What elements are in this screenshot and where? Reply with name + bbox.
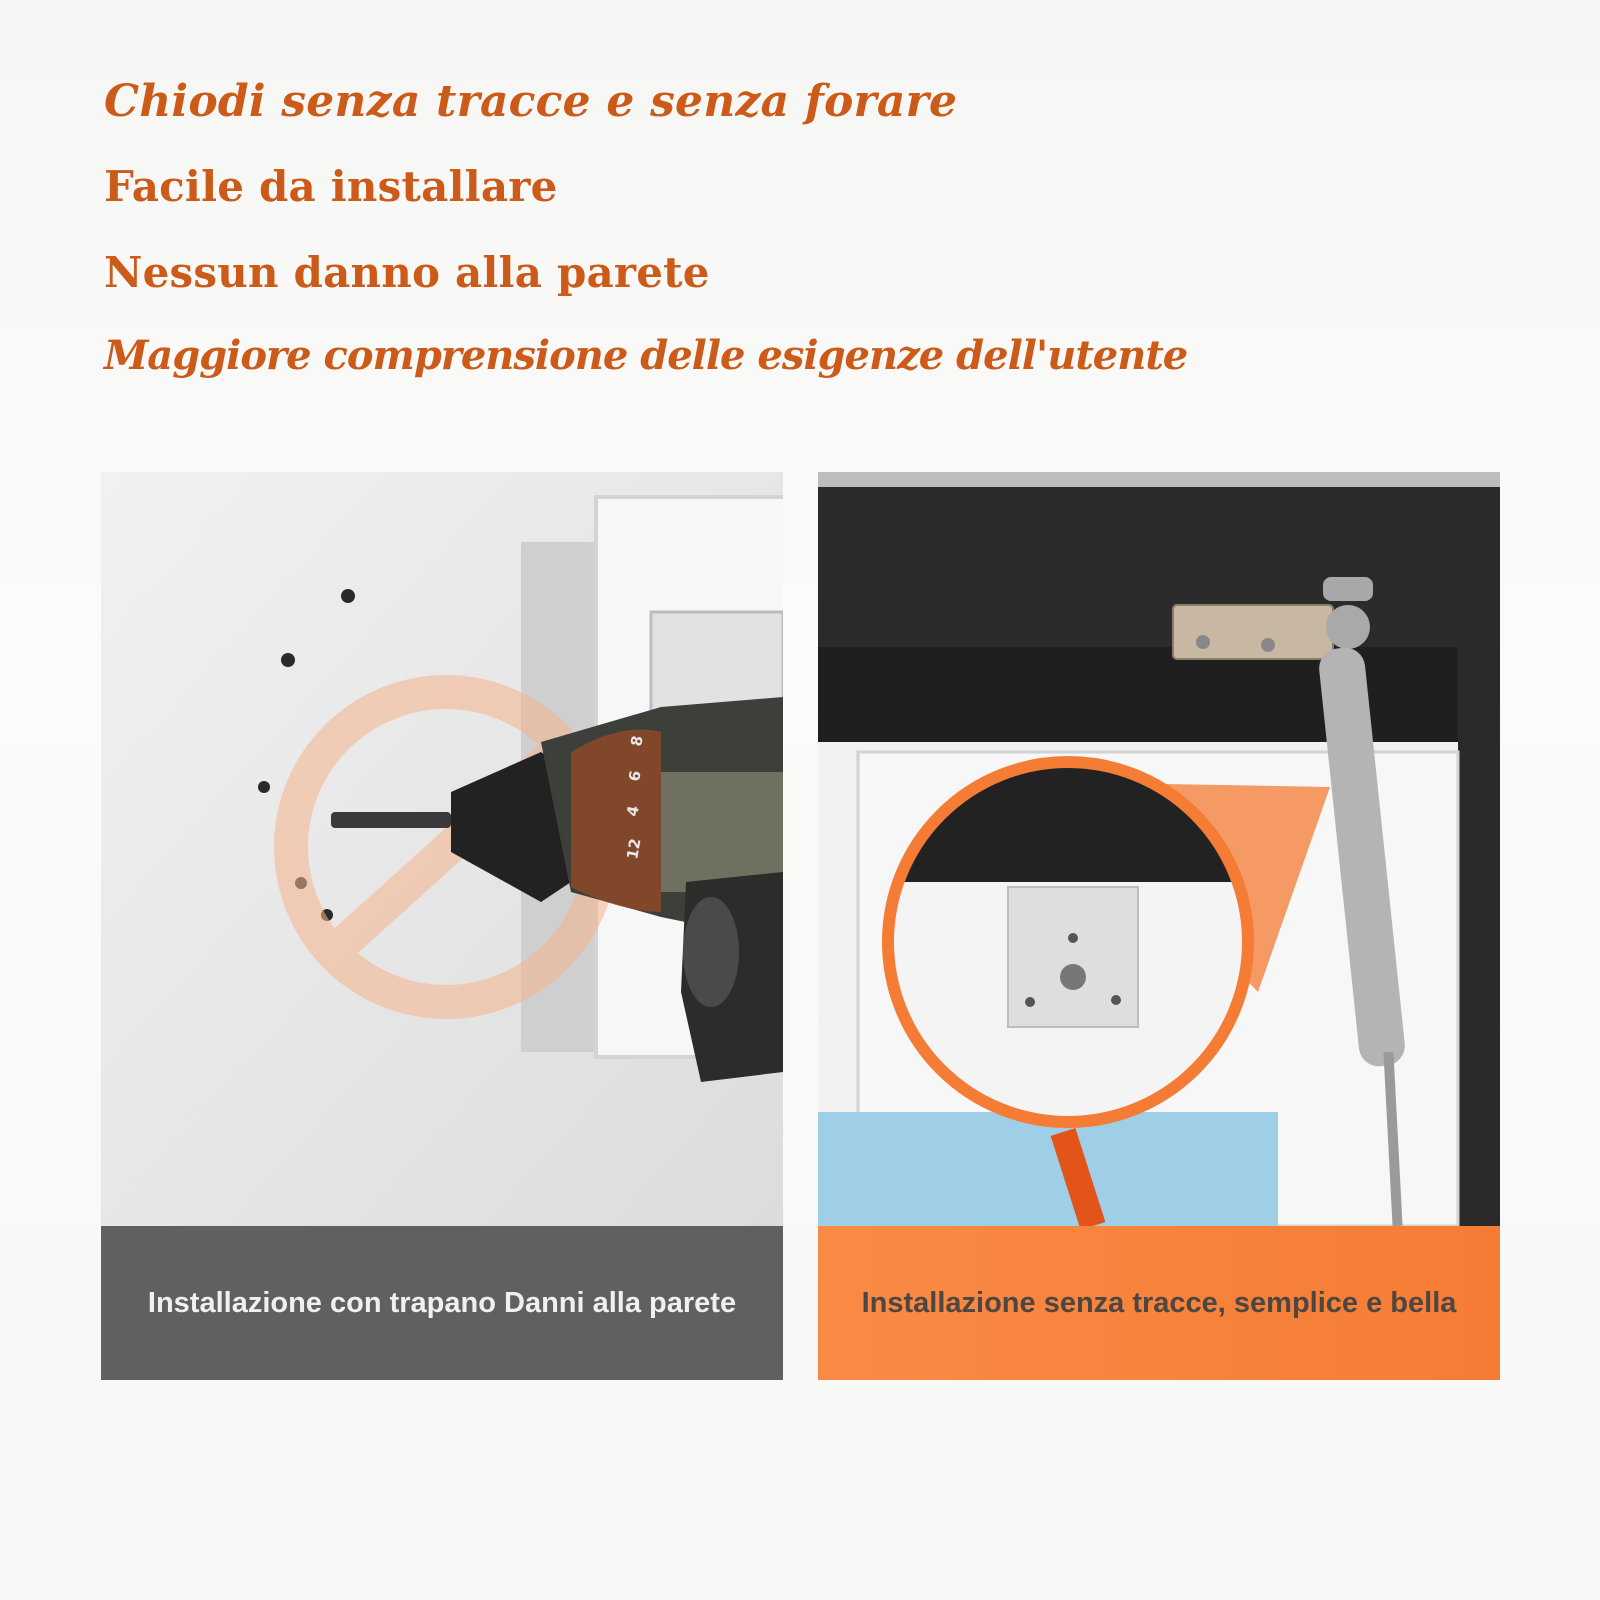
panel-drill-installation <box>101 472 783 1380</box>
headline-user-needs: Maggiore comprensione delle esigenze dell'utente <box>104 332 1188 379</box>
caption-drill-installation: Installazione con trapano Danni alla parete <box>147 1286 737 1319</box>
drill-scale-6: 6 <box>625 769 645 783</box>
drill-scale-4: 4 <box>623 804 643 818</box>
cabinet-photo <box>818 472 1500 1226</box>
headline-easy-install: Facile da installare <box>104 162 558 211</box>
caption-bar-right <box>818 1226 1500 1380</box>
drill-photo <box>101 472 783 1226</box>
headline-no-wall-damage: Nessun danno alla parete <box>104 248 710 297</box>
caption-bar-left <box>101 1226 783 1380</box>
panel-traceless-installation <box>818 472 1500 1380</box>
drill-scale-12: 12 <box>623 837 645 861</box>
caption-traceless-installation: Installazione senza tracce, semplice e bella <box>861 1286 1457 1319</box>
headline-no-trace-nails: Chiodi senza tracce e senza forare <box>104 76 958 127</box>
drill-scale-8: 8 <box>627 734 647 748</box>
